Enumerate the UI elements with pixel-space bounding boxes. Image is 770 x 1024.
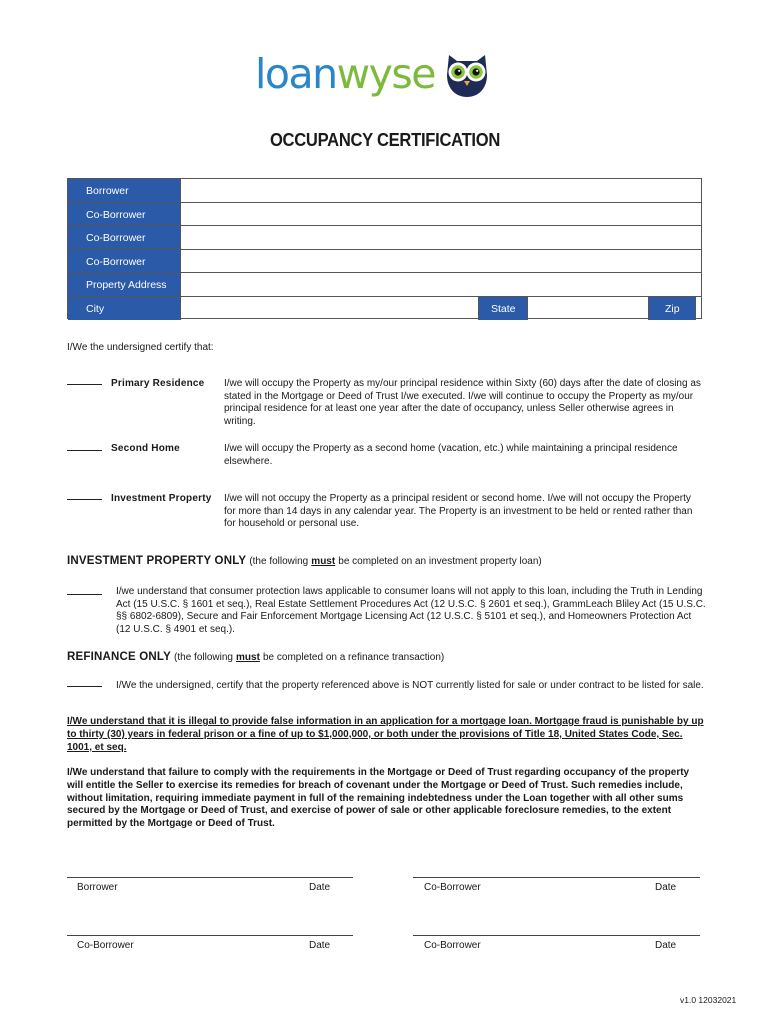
coborrower-label-2: Co-Borrower: [68, 226, 181, 249]
second-home-blank[interactable]: [67, 450, 102, 451]
city-label: City: [68, 297, 181, 321]
borrower-signature-label: Borrower: [77, 882, 118, 893]
investment-only-heading: INVESTMENT PROPERTY ONLY (the following must be completed on an investment property loan): [67, 555, 542, 567]
borrower-label: Borrower: [68, 179, 181, 202]
borrower-date-label: Date: [309, 882, 331, 893]
page-title: OCCUPANCY CERTIFICATION: [269, 130, 501, 150]
primary-residence-blank[interactable]: [67, 384, 102, 385]
coborrower-signature-line-2[interactable]: [67, 935, 353, 936]
investment-property-text: I/we will not occupy the Property as a principal resident or second home. I/we will not occupy the Property for more than 14 days in any calendar year. The Property is an investment to be held or rented rather than for household or personal use.: [224, 493, 693, 530]
borrower-signature-line[interactable]: [67, 877, 353, 878]
fraud-warning: I/We understand that it is illegal to provide false information in an application for a mortgage loan. Mortgage fraud is punishable by up to thirty (30) years in federal prison or a fine of up to $1,000,000, or both under the provisions of Title 18, United States Code, Sec. 1001, et seq.: [67, 716, 704, 753]
zip-field[interactable]: [696, 297, 701, 321]
refinance-only-heading: REFINANCE ONLY (the following must be completed on a refinance transaction): [67, 651, 445, 663]
coborrower-field-2[interactable]: [181, 226, 701, 249]
coborrower-row-3: [68, 250, 701, 274]
refinance-ack-text: I/We the undersigned, certify that the property referenced above is NOT currently listed for sale or under contract to be listed for sale.: [116, 680, 704, 691]
coborrower-row-2: [68, 226, 701, 250]
version-label: v1.0 12032021: [680, 995, 737, 1005]
city-field[interactable]: [181, 297, 478, 321]
coborrower-date-label-3: Date: [655, 940, 677, 951]
investment-ack-blank[interactable]: [67, 594, 102, 595]
loanwyse-logo: [255, 44, 491, 104]
logo-wordmark: loanwyse: [255, 49, 435, 98]
coborrower-label-3: Co-Borrower: [68, 250, 181, 273]
investment-property-label: Investment Property: [111, 493, 212, 504]
owl-icon: [443, 45, 491, 99]
zip-label: Zip: [648, 297, 696, 321]
state-field[interactable]: [528, 297, 648, 321]
coborrower-date-label-2: Date: [309, 940, 331, 951]
primary-residence-label: Primary Residence: [111, 378, 205, 389]
property-address-row: [68, 273, 701, 297]
investment-ack-text: I/we understand that consumer protection laws applicable to consumer loans will not apply to this loan, including the Truth in Lending Act (15 U.S.C. § 1601 et seq.), Real Estate Settlement Procedures Act (12 U.S.C. § 2601 et seq.), GrammLeach Bliley Act (15 U.S.C. §§ 6802-6809), Secure and Fair Enforcement Mortgage Licensing Act (12 U.S.C. § 5101 et seq.), and Homeowners Protection Act (12 U.S.C. § 4901 et seq.).: [116, 586, 706, 636]
state-label: State: [478, 297, 528, 321]
certify-intro: I/We the undersigned certify that:: [67, 342, 214, 353]
occupancy-warning: I/We understand that failure to comply with the requirements in the Mortgage or Deed of Trust regarding occupancy of the property will entitle the Seller to exercise its remedies for breach of covenant under the Mortgage or Deed of Trust. Such remedies include, without limitation, requiring immediate payment in full of the remaining indebtedness under the Loan together with all other sums secured by the Mortgage or Deed of Trust, and exercise of power of sale or other applicable foreclosure remedies, to the extent permitted by the Mortgage or Deed of Trust.: [67, 767, 690, 830]
refinance-ack-blank[interactable]: [67, 686, 102, 687]
coborrower-label-1: Co-Borrower: [68, 203, 181, 226]
coborrower-signature-line-1[interactable]: [413, 877, 700, 878]
borrower-field[interactable]: [181, 179, 701, 202]
coborrower-row-1: [68, 203, 701, 227]
borrower-info-table: [67, 178, 702, 319]
investment-property-blank[interactable]: [67, 499, 102, 500]
second-home-label: Second Home: [111, 443, 180, 454]
second-home-text: I/we will occupy the Property as a second home (vacation, etc.) while maintaining a principal residence elsewhere.: [224, 443, 678, 467]
coborrower-signature-line-3[interactable]: [413, 935, 700, 936]
coborrower-signature-label-3: Co-Borrower: [424, 940, 481, 951]
coborrower-field-3[interactable]: [181, 250, 701, 273]
borrower-row: [68, 179, 701, 203]
property-address-field[interactable]: [181, 273, 701, 296]
coborrower-signature-label-1: Co-Borrower: [424, 882, 481, 893]
primary-residence-text: I/we will occupy the Property as my/our principal residence within Sixty (60) days after the date of closing as stated in the Mortgage or Deed of Trust I/we executed. I/we will continue to occupy the Property as my/our principal residence for at least one year after the date of occupancy, unless Seller otherwise agrees in writing.: [224, 378, 701, 428]
property-address-label: Property Address: [68, 273, 181, 296]
city-state-zip-row: [68, 297, 701, 321]
coborrower-date-label-1: Date: [655, 882, 677, 893]
coborrower-field-1[interactable]: [181, 203, 701, 226]
coborrower-signature-label-2: Co-Borrower: [77, 940, 134, 951]
